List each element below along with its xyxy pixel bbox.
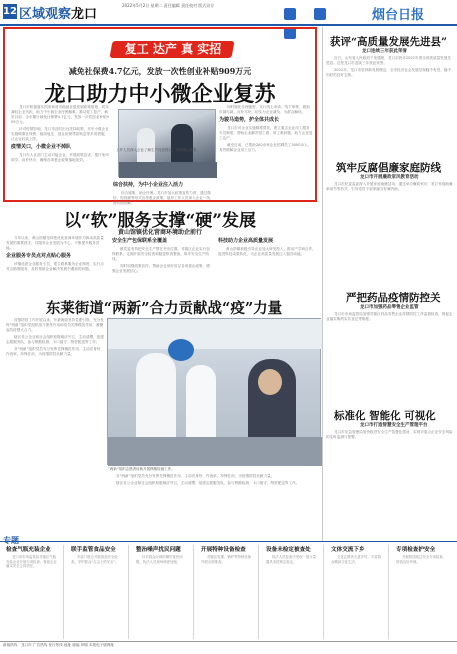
paragraph: 针对群众反映的噪声扰民问题，执法人员现场调查处理。: [136, 555, 183, 564]
story2-headline: 以“软”服务支撑“硬”发展: [63, 211, 257, 231]
lead-col2-subhead: 综合扶持，为中小企业注入活力: [113, 182, 184, 188]
special-title-1: 检查气瓶充装企业: [6, 547, 51, 553]
story2-column-2: [112, 236, 212, 294]
lead-col1-subhead: 疫情关口，小微企业不掉队: [11, 144, 72, 150]
special-title-2: 联手监管食品安全: [71, 547, 116, 553]
paragraph: 今年以来，黄山馆镇坚持把优化营商环境作为推动高质量发展的重要抓手，以服务企业发展为中心，不断提升服务效能。: [6, 236, 104, 250]
qr-code-icons: [284, 5, 369, 19]
right-subhead-4: 龙口市打造智慧安全生产管理平台: [360, 423, 428, 428]
banner-text: 复工 达产 真 实招: [124, 42, 222, 56]
page-number: 12: [3, 6, 17, 17]
photo-figure: [186, 365, 216, 441]
paragraph: 2021年，龙口市坚持新发展理念，全市经济社会发展呈现稳中有进、稳中向好的良好态势。: [326, 68, 451, 77]
story3-column-1: [6, 318, 104, 536]
paragraph: 同时加强政策宣传，帮助企业用好用足各项惠企政策，增强企业发展信心。: [112, 264, 210, 273]
special-column-3: [136, 555, 188, 639]
masthead-rule: [0, 24, 457, 26]
right-column-2: [326, 182, 454, 288]
special-column-5: [266, 555, 318, 639]
paragraph: 综合施策，助企纾困。龙口市加大政策宣传力度，通过微信、短视频等形式宣传惠企政策，组织工作人员深入企业一线，面对面讲解。: [113, 191, 214, 205]
lead-column-3: [219, 105, 313, 199]
paragraph: 执法人员检查中发现一批计量器具未按规定检定。: [266, 555, 317, 564]
paragraph: 龙口市对企业实施精准帮扶，建立重点企业用工服务专员制度，帮助企业解决招工难、用工难问题，助力企业复工达产。: [219, 126, 313, 140]
story3-photo-caption: “两新”组织志愿者协助开展核酸检测工作。: [108, 467, 175, 471]
footer-info: 新闻热线：龙口市 广告热线 发行热线 地址 邮编 印刷 本报电子版网址: [3, 643, 115, 647]
lead-column-1: [11, 105, 111, 199]
photo-tent: [108, 319, 322, 349]
section-name: [19, 3, 97, 22]
lead-photo-caption: 工作人员深入企业了解生产经营情况，宣讲惠企政策。: [116, 148, 200, 152]
right-headline-2: 筑牢反腐倡廉家庭防线: [336, 162, 441, 174]
right-headline-1: 获评“高质量发展先进县”: [330, 36, 448, 48]
right-column-3: [326, 312, 454, 402]
app-icon: [314, 8, 326, 20]
lead-photo: [118, 109, 216, 177]
story2-col1-subhead: 企业服务专员点对点贴心服务: [6, 253, 72, 259]
special-title-6: 文体交流下乡: [331, 547, 365, 553]
paragraph: 辖区非公企业和社会组织积极响应号召，主动请缨，组建志愿服务队，参与核酸检测、卡口值守、物资配送等工作。: [116, 481, 300, 485]
photo-figure: [168, 339, 194, 361]
lead-headline: 龙口助力中小微企业复苏: [44, 81, 276, 106]
special-divider: [128, 545, 129, 639]
right-column-1: [326, 56, 454, 156]
paragraph: 疫情防控工作开展以来，东莱街道坚持党建引领，充分发挥“两新”组织党组织战斗堡垒作用和党员先锋模范作用，凝聚起抗疫强大合力。: [6, 318, 104, 332]
right-subhead-1: 龙口连续三年获此荣誉: [362, 49, 407, 54]
paragraph: 黄山馆镇积极引导企业加大研发投入，推动产学研合作，促进科技成果转化，为企业高质量发展注入强劲动能。: [218, 247, 316, 256]
story2-column-1: [6, 236, 106, 294]
special-column-7: [396, 555, 448, 639]
paper-logo: 烟台日报: [372, 8, 425, 23]
story3-photo: [107, 318, 321, 465]
special-title-4: 开展特种设备检查: [201, 547, 246, 553]
special-title-3: 整治噪声扰民问题: [136, 547, 181, 553]
right-headline-3: 严把药品疫情防控关: [346, 292, 441, 304]
paragraph: 龙口市应急管理局加快推进安全生产智慧化建设，实现对重点企业安全风险的实时监测与预警。: [326, 430, 453, 439]
special-column-2: [71, 555, 123, 639]
lead-kicker: 减免社保费4.7亿元，发放一次性创业补贴909万元: [68, 66, 252, 76]
paragraph: 龙口市市场监管局对辖区气瓶充装企业开展专项检查，督促企业落实安全主体责任。: [6, 555, 57, 569]
section-city: 龙口: [71, 7, 98, 22]
qr-code-icon: [284, 8, 296, 20]
edit-info: 2022年5月2日 星期二 责任编辑 责任校对 版式设计: [122, 3, 215, 8]
paragraph: 龙口市积极落实国家和省市稳就业促发展政策措施，切实减轻企业负担，助力中小微企业纾困解难，推动复工复产，截至目前，全市累计减免社保费4.7亿元，发放一次性创业补贴909万元。: [11, 105, 109, 124]
special-divider: [323, 545, 324, 639]
paragraph: 开展校园周边安全专项检查，营造良好环境。: [396, 555, 447, 564]
paragraph: 针对疫情影响，龙口市及时出台扶持政策，对中小微企业实施缓缴社保费、稳岗返还、创业担保贷款贴息等多项措施，让企业轻装上阵。: [11, 127, 109, 141]
right-subhead-2: 龙口市开展廉政家风教育活动: [360, 175, 419, 180]
paragraph: 对辖区电梯、锅炉等特种设备开展全面排查。: [201, 555, 252, 564]
photo-table: [108, 437, 322, 466]
paragraph: 近日，山东省人民政府下发通报，龙口市获评2021年度全省高质量发展先进县。这是龙口市连续三年获此荣誉。: [326, 56, 451, 65]
story2-col3-subhead: 科技助力企业高质量发展: [218, 238, 274, 244]
masthead: [0, 0, 457, 24]
story3-column-2: [108, 474, 320, 536]
paragraph: 该镇选派企业服务专员，建立联系服务企业制度，实行点对点精准服务，及时帮助企业解决发展中遇到的问题。: [6, 262, 104, 271]
paragraph: 同时简化办理流程，实行线上申请、线下审核，做到应减尽减、应补尽补，切实为企业减负、为群众解忧。: [219, 105, 310, 114]
special-column-1: [6, 555, 58, 639]
story3-headline: 东莱街道“两新”合力贡献战“疫”力量: [45, 300, 283, 317]
lead-photo-column: [113, 180, 217, 205]
section-title: 区域观察: [19, 7, 72, 22]
paragraph: 龙口市市场监管局加强对辖区药品零售企业疫情防控工作监督检查，督促企业落实购药实名登记等制度。: [326, 312, 453, 321]
special-divider: [193, 545, 194, 639]
photo-figure: [136, 353, 176, 443]
photo-figure: [258, 369, 282, 395]
paragraph: 截至目前，已帮助200余家企业招聘员工3000余人，有效缓解企业用工压力。: [219, 143, 312, 152]
paragraph: 各“两新”组织党员充分发挥先锋模范作用，主动亮身份、作表率，冲锋在前，为疫情防控贡献力量。: [6, 347, 104, 356]
paragraph: 镇党委坚持把安全生产摆在突出位置，对辖区企业实行包保联系，定期开展安全检查和隐患排查整治，筑牢安全生产防线。: [112, 247, 210, 261]
paragraph: 文化志愿者走进乡村，丰富群众精神文化生活。: [331, 555, 382, 564]
paragraph: 辖区非公企业和社会组织积极响应号召，主动请缨，组建志愿服务队，参与核酸检测、卡口值守、物资配送等工作。: [6, 335, 104, 344]
special-title-5: 设备未检定被查处: [266, 547, 311, 553]
special-rule: [0, 541, 457, 542]
footer-rule: [0, 641, 457, 642]
lead-col3-subhead: 为骏马造势，护全体共成长: [219, 117, 280, 123]
right-subhead-3: 龙口市加强药品零售企业监管: [360, 305, 419, 310]
special-column-4: [201, 555, 253, 639]
paragraph: 龙口市纪委监委深入开展家庭助廉活动，通过举办廉政家访、签订家庭助廉承诺书等形式，引导党员干部家属当好廉内助。: [326, 182, 453, 191]
story2-column-3: [218, 236, 318, 294]
column-divider: [322, 27, 323, 542]
special-divider: [63, 545, 64, 639]
story2-col2-subhead: 安全生产包保联系全覆盖: [112, 238, 168, 244]
lead-story-box: [3, 27, 317, 205]
special-divider: [258, 545, 259, 639]
special-column-6: [331, 555, 383, 639]
paragraph: 龙口市人社部门主动对接企业，开展政策宣讲，推行免申即享、直补快办，确保各项惠企政策落地见效。: [11, 153, 109, 162]
paragraph: 各“两新”组织党员充分发挥先锋模范作用，主动亮身份、作表率，冲锋在前，为疫情防控贡献力量。: [116, 474, 275, 478]
special-title-7: 专项检查护安全: [396, 547, 436, 553]
photo-shelf: [119, 162, 217, 178]
right-headline-4: 标准化 智能化 可视化: [334, 410, 436, 422]
right-column-4: [326, 430, 454, 536]
special-divider: [388, 545, 389, 639]
story2-kicker: 黄山馆镇优化营商环境助企前行: [117, 229, 202, 236]
paragraph: 多部门联合开展食品安全检查，守护群众“舌尖上的安全”。: [71, 555, 119, 564]
